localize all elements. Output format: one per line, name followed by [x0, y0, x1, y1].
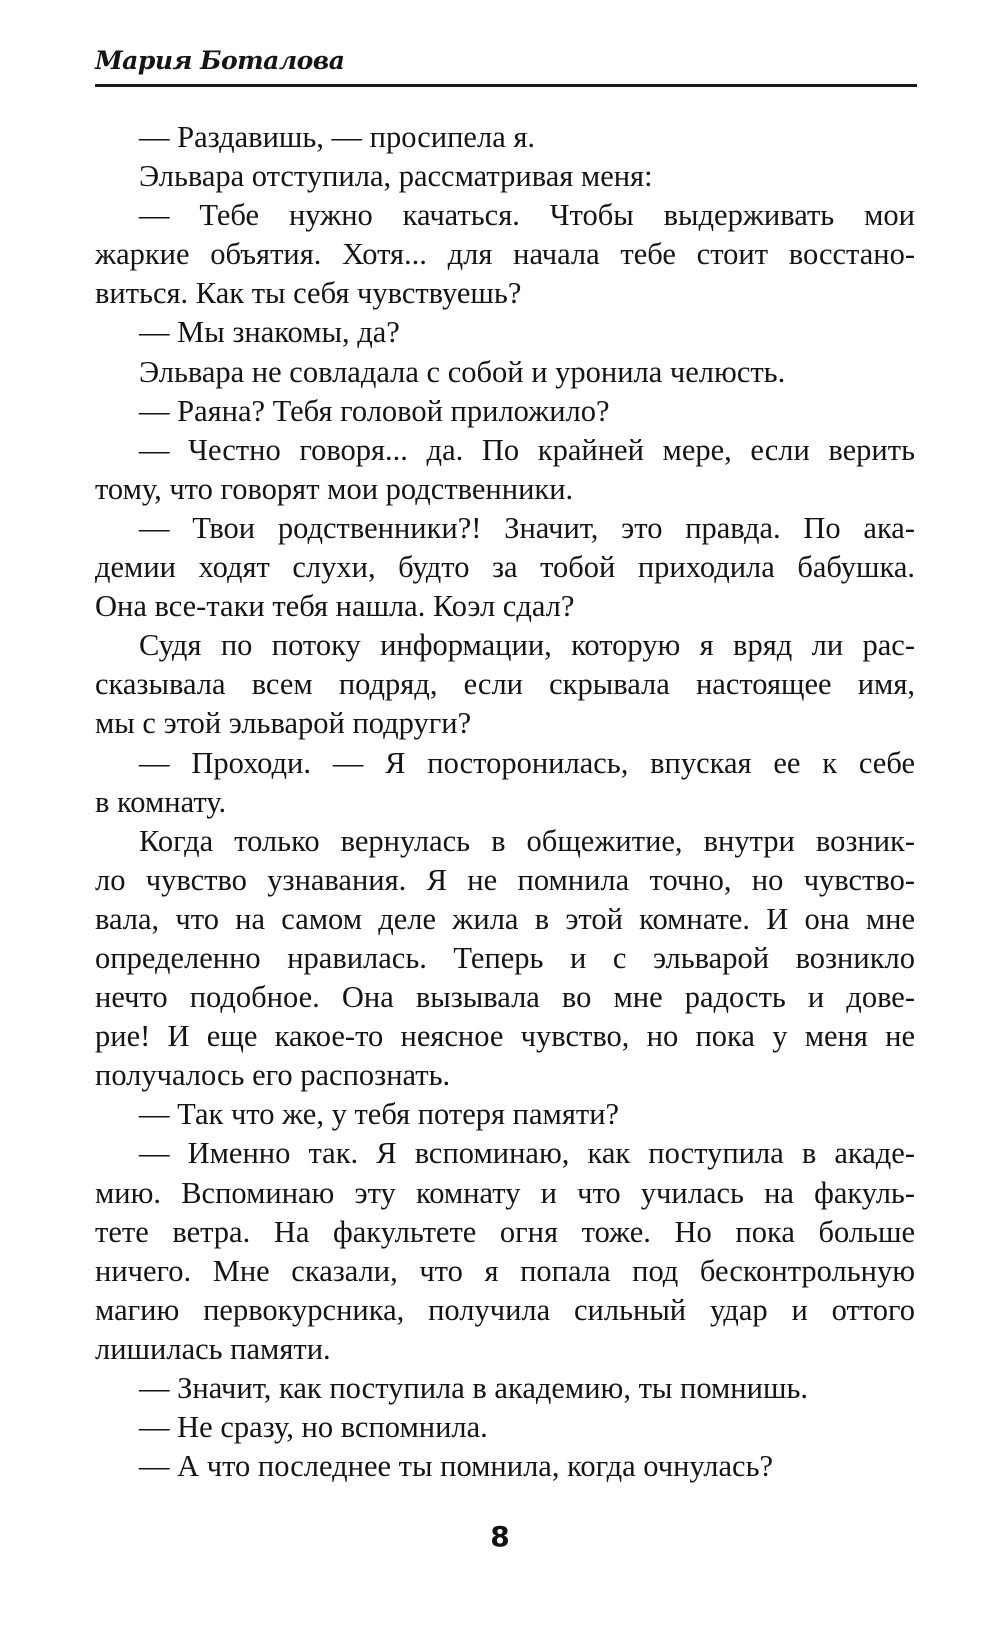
text-line: Она все-таки тебя нашла. Коэл сдал? — [95, 589, 575, 624]
header-rule — [95, 84, 917, 87]
page-number: 8 — [490, 1520, 510, 1553]
text-line: магию первокурсника, получила сильный удар и оттого — [95, 1292, 915, 1327]
text-line: в комнату. — [95, 784, 227, 819]
text-line: тете ветра. На факультете огня тоже. Но пока больше — [95, 1214, 915, 1249]
text-line: рие! И еще какое-то неясное чувство, но пока у меня не — [95, 1019, 915, 1054]
text-line: ло чувство узнавания. Я не помнила точно, но чувство- — [95, 862, 915, 897]
text-line: — Твои родственники?! Значит, это правда. По ака- — [139, 510, 915, 545]
text-line: — Мы знакомы, да? — [139, 315, 400, 350]
text-line: — Проходи. — Я посторонилась, впуская ее к себе — [139, 745, 915, 780]
text-line: мы с этой эльварой подруги? — [95, 706, 472, 741]
text-line: лишилась памяти. — [95, 1331, 331, 1366]
text-line: — Раздавишь, — просипела я. — [139, 120, 536, 154]
text-line: — Тебе нужно качаться. Чтобы выдерживать мои — [139, 198, 915, 233]
text-line: виться. Как ты себя чувствуешь? — [95, 276, 522, 311]
text-line: Эльвара не совладала с собой и уронила челюсть. — [139, 354, 786, 389]
text-line: мию. Вспоминаю эту комнату и что училась на факуль- — [95, 1175, 915, 1210]
text-line: нечто подобное. Она вызывала во мне радость и дове- — [95, 980, 915, 1015]
text-line: — Значит, как поступила в академию, ты помнишь. — [139, 1371, 808, 1405]
text-line: — Так что же, у тебя потеря памяти? — [139, 1097, 620, 1132]
text-line: — Честно говоря... да. По крайней мере, если верить — [139, 432, 915, 467]
text-line: Когда только вернулась в общежитие, внутри возник- — [139, 823, 915, 858]
text-line: — А что последнее ты помнила, когда очнулась? — [139, 1449, 774, 1484]
text-line: сказывала всем подряд, если скрывала настоящее имя, — [95, 667, 915, 702]
page-body — [95, 118, 915, 1486]
text-line: определенно нравилась. Теперь и с эльварой возникло — [95, 940, 915, 975]
text-line: жаркие объятия. Хотя... для начала тебе стоит восстано- — [95, 237, 915, 272]
text-line: тому, что говорят мои родственники. — [95, 471, 574, 506]
text-line: Эльвара отступила, рассматривая меня: — [139, 159, 653, 194]
text-line: Судя по потоку информации, которую я вряд ли рас- — [139, 628, 915, 663]
text-line: получалось его распознать. — [95, 1058, 451, 1093]
text-line: — Не сразу, но вспомнила. — [139, 1410, 488, 1445]
text-line: демии ходят слухи, будто за тобой приходила бабушка. — [95, 550, 915, 585]
text-line: вала, что на самом деле жила в этой комнате. И она мне — [95, 901, 915, 936]
text-line: ничего. Мне сказали, что я попала под бесконтрольную — [95, 1253, 915, 1288]
running-header-author: Мария Боталова — [95, 46, 345, 75]
text-line: — Именно так. Я вспоминаю, как поступила в акаде- — [139, 1136, 915, 1171]
text-line: — Раяна? Тебя головой приложило? — [139, 393, 610, 428]
